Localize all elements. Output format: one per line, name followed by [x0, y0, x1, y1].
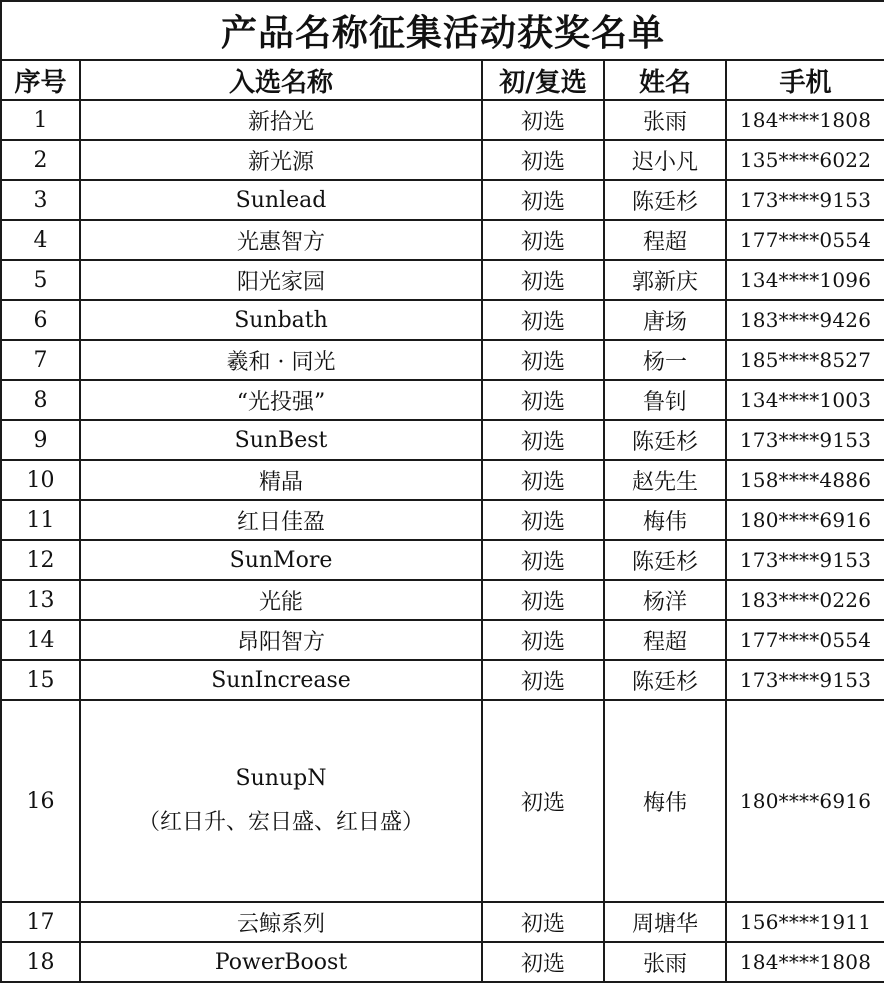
cell-person: 梅伟: [604, 500, 726, 540]
cell-stage: 初选: [482, 140, 604, 180]
cell-stage: 初选: [482, 660, 604, 700]
cell-name: 新光源: [80, 140, 482, 180]
cell-name: 阳光家园: [80, 260, 482, 300]
cell-phone: 158****4886: [726, 460, 884, 500]
cell-name: 精晶: [80, 460, 482, 500]
cell-no: 5: [1, 260, 80, 300]
table-row: [1, 580, 884, 620]
cell-person: 唐场: [604, 300, 726, 340]
cell-name: SunMore: [80, 540, 482, 580]
cell-stage: 初选: [482, 902, 604, 942]
cell-phone: 177****0554: [726, 620, 884, 660]
cell-no: 3: [1, 180, 80, 220]
header-phone: 手机: [726, 60, 884, 100]
cell-person: 迟小凡: [604, 140, 726, 180]
header-person: 姓名: [604, 60, 726, 100]
table-row: [1, 460, 884, 500]
cell-phone: 183****0226: [726, 580, 884, 620]
table-row: [1, 660, 884, 700]
cell-phone: 134****1096: [726, 260, 884, 300]
cell-name: SunIncrease: [80, 660, 482, 700]
cell-stage: 初选: [482, 100, 604, 140]
cell-name: 红日佳盈: [80, 500, 482, 540]
cell-no: 8: [1, 380, 80, 420]
cell-stage: 初选: [482, 220, 604, 260]
cell-person: 梅伟: [604, 700, 726, 902]
table-row: [1, 942, 884, 982]
cell-phone: 156****1911: [726, 902, 884, 942]
table-row: [1, 180, 884, 220]
cell-name: 羲和 · 同光: [80, 340, 482, 380]
cell-stage: 初选: [482, 300, 604, 340]
cell-person: 鲁钊: [604, 380, 726, 420]
cell-phone: 184****1808: [726, 942, 884, 982]
cell-phone: 177****0554: [726, 220, 884, 260]
cell-name-note: （红日升、宏日盛、红日盛）: [137, 810, 424, 835]
cell-stage: 初选: [482, 620, 604, 660]
cell-no: 17: [1, 902, 80, 942]
cell-phone: 184****1808: [726, 100, 884, 140]
cell-person: 陈廷杉: [604, 540, 726, 580]
cell-phone: 183****9426: [726, 300, 884, 340]
cell-phone: 180****6916: [726, 500, 884, 540]
table-row: [1, 700, 884, 902]
cell-phone: 180****6916: [726, 700, 884, 902]
cell-name-main: SunupN: [235, 766, 327, 791]
cell-phone: 173****9153: [726, 660, 884, 700]
cell-phone: 173****9153: [726, 420, 884, 460]
cell-person: 陈廷杉: [604, 420, 726, 460]
cell-stage: 初选: [482, 180, 604, 220]
cell-stage: 初选: [482, 380, 604, 420]
cell-no: 1: [1, 100, 80, 140]
header-no: 序号: [1, 60, 80, 100]
cell-stage: 初选: [482, 540, 604, 580]
table-row: [1, 420, 884, 460]
cell-stage: 初选: [482, 260, 604, 300]
header-name: 入选名称: [80, 60, 482, 100]
cell-name: Sunlead: [80, 180, 482, 220]
header-stage: 初/复选: [482, 60, 604, 100]
cell-no: 18: [1, 942, 80, 982]
cell-name: 光能: [80, 580, 482, 620]
cell-person: 杨一: [604, 340, 726, 380]
cell-name: Sunbath: [80, 300, 482, 340]
cell-no: 14: [1, 620, 80, 660]
table-row: [1, 260, 884, 300]
cell-no: 12: [1, 540, 80, 580]
cell-no: 16: [1, 700, 80, 902]
cell-no: 11: [1, 500, 80, 540]
table-row: [1, 340, 884, 380]
cell-no: 10: [1, 460, 80, 500]
table-row: [1, 300, 884, 340]
cell-name: 云鲸系列: [80, 902, 482, 942]
table-row: [1, 620, 884, 660]
cell-no: 15: [1, 660, 80, 700]
cell-name: [80, 700, 482, 902]
cell-person: 杨洋: [604, 580, 726, 620]
cell-person: 张雨: [604, 942, 726, 982]
cell-name: 昂阳智方: [80, 620, 482, 660]
cell-person: 程超: [604, 620, 726, 660]
cell-no: 13: [1, 580, 80, 620]
cell-stage: 初选: [482, 500, 604, 540]
sheet-title: 产品名称征集活动获奖名单: [1, 1, 884, 60]
cell-no: 9: [1, 420, 80, 460]
cell-person: 程超: [604, 220, 726, 260]
cell-phone: 173****9153: [726, 540, 884, 580]
cell-person: 陈廷杉: [604, 660, 726, 700]
table-row: [1, 100, 884, 140]
cell-name: 光惠智方: [80, 220, 482, 260]
table-row: [1, 140, 884, 180]
cell-stage: 初选: [482, 340, 604, 380]
table-row: [1, 902, 884, 942]
cell-stage: 初选: [482, 942, 604, 982]
cell-name: 新拾光: [80, 100, 482, 140]
cell-phone: 135****6022: [726, 140, 884, 180]
cell-phone: 173****9153: [726, 180, 884, 220]
table-row: [1, 380, 884, 420]
cell-phone: 185****8527: [726, 340, 884, 380]
cell-phone: 134****1003: [726, 380, 884, 420]
cell-name: PowerBoost: [80, 942, 482, 982]
cell-no: 7: [1, 340, 80, 380]
cell-person: 陈廷杉: [604, 180, 726, 220]
cell-person: 张雨: [604, 100, 726, 140]
table-row: [1, 540, 884, 580]
table-row: [1, 500, 884, 540]
cell-person: 郭新庆: [604, 260, 726, 300]
cell-stage: 初选: [482, 700, 604, 902]
cell-person: 周塘华: [604, 902, 726, 942]
cell-no: 2: [1, 140, 80, 180]
header-row: [1, 60, 884, 100]
table-row: [1, 220, 884, 260]
cell-no: 4: [1, 220, 80, 260]
cell-name: “光投强”: [80, 380, 482, 420]
cell-stage: 初选: [482, 420, 604, 460]
cell-name: SunBest: [80, 420, 482, 460]
cell-stage: 初选: [482, 460, 604, 500]
cell-person: 赵先生: [604, 460, 726, 500]
cell-no: 6: [1, 300, 80, 340]
cell-stage: 初选: [482, 580, 604, 620]
